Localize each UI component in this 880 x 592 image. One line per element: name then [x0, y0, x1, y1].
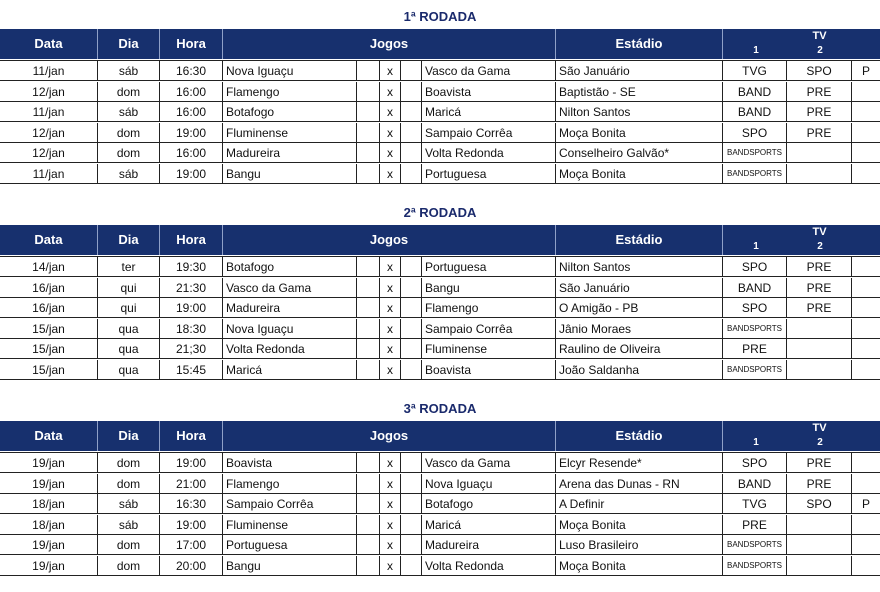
cell-blank1 [357, 102, 380, 122]
cell-away: Volta Redonda [422, 556, 556, 576]
cell-home: Bangu [223, 164, 357, 184]
cell-hora: 16:00 [160, 143, 223, 163]
cell-estadio: Elcyr Resende* [556, 453, 723, 473]
table-header [0, 29, 880, 59]
header-tv-label: TV [812, 422, 827, 434]
cell-tv2: PRE [787, 102, 852, 122]
cell-data: 16/jan [0, 298, 98, 318]
cell-blank2 [401, 453, 422, 473]
cell-estadio: Luso Brasileiro [556, 535, 723, 555]
cell-tv1: TVG [723, 61, 787, 81]
cell-data: 18/jan [0, 494, 98, 514]
cell-tv2: PRE [787, 278, 852, 298]
cell-blank2 [401, 515, 422, 535]
cell-data: 19/jan [0, 474, 98, 494]
cell-tv1: BANDSPORTS [723, 360, 787, 380]
table-row [0, 515, 880, 535]
cell-dia: sáb [98, 102, 160, 122]
cell-blank1 [357, 164, 380, 184]
cell-hora: 19:00 [160, 453, 223, 473]
cell-tv2: PRE [787, 298, 852, 318]
header-jogos: Jogos [223, 225, 556, 255]
cell-blank1 [357, 360, 380, 380]
cell-home: Nova Iguaçu [223, 319, 357, 339]
cell-tv3 [852, 298, 880, 318]
cell-data: 12/jan [0, 123, 98, 143]
cell-home: Fluminense [223, 515, 357, 535]
cell-tv1: BANDSPORTS [723, 143, 787, 163]
cell-dia: qui [98, 298, 160, 318]
cell-blank2 [401, 82, 422, 102]
cell-home: Flamengo [223, 82, 357, 102]
cell-away: Fluminense [422, 339, 556, 359]
cell-tv1: BANDSPORTS [723, 535, 787, 555]
header-jogos: Jogos [223, 29, 556, 59]
header-tv [723, 421, 880, 451]
cell-estadio: Conselheiro Galvão* [556, 143, 723, 163]
cell-data: 11/jan [0, 61, 98, 81]
cell-data: 19/jan [0, 556, 98, 576]
cell-hora: 19:00 [160, 298, 223, 318]
cell-away: Volta Redonda [422, 143, 556, 163]
round-title: 2ª RODADA [403, 205, 477, 220]
cell-x: x [380, 535, 401, 555]
cell-tv3 [852, 82, 880, 102]
cell-dia: dom [98, 143, 160, 163]
cell-estadio: Moça Bonita [556, 164, 723, 184]
cell-tv1: SPO [723, 257, 787, 277]
cell-data: 19/jan [0, 453, 98, 473]
cell-home: Madureira [223, 298, 357, 318]
cell-home: Maricá [223, 360, 357, 380]
cell-dia: qua [98, 339, 160, 359]
header-tv-2: 2 [817, 45, 823, 56]
cell-tv1: BAND [723, 102, 787, 122]
cell-tv3 [852, 319, 880, 339]
cell-tv3 [852, 123, 880, 143]
cell-tv3: P [861, 497, 870, 512]
header-data: Data [0, 225, 98, 255]
cell-home: Bangu [223, 556, 357, 576]
cell-hora: 20:00 [160, 556, 223, 576]
round-title: 1ª RODADA [403, 9, 477, 24]
cell-blank1 [357, 556, 380, 576]
header-tv-1: 1 [753, 437, 759, 448]
table-row [0, 257, 880, 277]
cell-hora: 17:00 [160, 535, 223, 555]
cell-blank2 [401, 535, 422, 555]
cell-dia: qua [98, 360, 160, 380]
cell-tv3 [852, 556, 880, 576]
cell-away: Nova Iguaçu [422, 474, 556, 494]
cell-tv1: BANDSPORTS [723, 556, 787, 576]
cell-data: 14/jan [0, 257, 98, 277]
cell-blank1 [357, 494, 380, 514]
cell-data: 15/jan [0, 319, 98, 339]
cell-tv1: BAND [723, 278, 787, 298]
cell-blank1 [357, 123, 380, 143]
cell-blank1 [357, 453, 380, 473]
cell-away: Boavista [422, 82, 556, 102]
cell-dia: qua [98, 319, 160, 339]
table-row [0, 82, 880, 102]
cell-data: 11/jan [0, 102, 98, 122]
cell-blank2 [401, 360, 422, 380]
cell-hora: 16:00 [160, 102, 223, 122]
cell-blank2 [401, 123, 422, 143]
cell-hora: 19:00 [160, 123, 223, 143]
cell-tv2 [787, 360, 852, 380]
cell-blank2 [401, 339, 422, 359]
cell-home: Botafogo [223, 257, 357, 277]
cell-blank2 [401, 164, 422, 184]
cell-home: Volta Redonda [223, 339, 357, 359]
cell-away: Boavista [422, 360, 556, 380]
header-dia: Dia [98, 29, 160, 59]
cell-hora: 19:00 [160, 164, 223, 184]
cell-blank2 [401, 257, 422, 277]
cell-x: x [380, 298, 401, 318]
cell-away: Vasco da Gama [422, 61, 556, 81]
header-hora: Hora [160, 421, 223, 451]
header-data: Data [0, 29, 98, 59]
cell-estadio: A Definir [556, 494, 723, 514]
cell-hora: 21:00 [160, 474, 223, 494]
cell-tv2: PRE [787, 123, 852, 143]
cell-x: x [380, 515, 401, 535]
cell-blank2 [401, 102, 422, 122]
cell-tv3 [852, 143, 880, 163]
table-row [0, 123, 880, 143]
header-tv-label: TV [812, 226, 827, 238]
cell-tv1: BAND [723, 474, 787, 494]
cell-estadio: Arena das Dunas - RN [556, 474, 723, 494]
cell-away: Vasco da Gama [422, 453, 556, 473]
cell-x: x [380, 494, 401, 514]
cell-tv2: SPO [787, 61, 852, 81]
cell-away: Flamengo [422, 298, 556, 318]
cell-estadio: O Amigão - PB [556, 298, 723, 318]
cell-tv1: BANDSPORTS [723, 164, 787, 184]
cell-tv3: P [861, 64, 870, 78]
table-row [0, 278, 880, 298]
cell-dia: dom [98, 556, 160, 576]
table-row [0, 339, 880, 359]
cell-hora: 16:30 [160, 494, 223, 514]
cell-hora: 19:00 [160, 515, 223, 535]
cell-blank2 [401, 474, 422, 494]
cell-x: x [380, 556, 401, 576]
cell-dia: dom [98, 474, 160, 494]
cell-tv2 [787, 515, 852, 535]
cell-dia: ter [98, 257, 160, 277]
cell-dia: dom [98, 82, 160, 102]
cell-tv2: PRE [787, 257, 852, 277]
cell-data: 15/jan [0, 360, 98, 380]
cell-data: 15/jan [0, 339, 98, 359]
cell-blank1 [357, 515, 380, 535]
cell-tv1: PRE [723, 515, 787, 535]
header-data: Data [0, 421, 98, 451]
cell-estadio: Raulino de Oliveira [556, 339, 723, 359]
cell-tv2 [787, 535, 852, 555]
header-dia: Dia [98, 225, 160, 255]
cell-blank1 [357, 143, 380, 163]
cell-blank1 [357, 298, 380, 318]
cell-tv1: SPO [723, 298, 787, 318]
table-row [0, 61, 880, 81]
table-row [0, 535, 880, 555]
cell-tv3 [852, 535, 880, 555]
cell-tv3 [852, 515, 880, 535]
header-hora: Hora [160, 225, 223, 255]
cell-home: Madureira [223, 143, 357, 163]
cell-tv1: SPO [723, 453, 787, 473]
cell-tv3 [852, 453, 880, 473]
header-estadio: Estádio [556, 29, 723, 59]
header-tv-2: 2 [817, 241, 823, 252]
cell-blank1 [357, 278, 380, 298]
cell-blank1 [357, 319, 380, 339]
cell-home: Fluminense [223, 123, 357, 143]
cell-dia: qui [98, 278, 160, 298]
cell-x: x [380, 339, 401, 359]
cell-tv1: SPO [723, 123, 787, 143]
cell-estadio: Jânio Moraes [556, 319, 723, 339]
cell-x: x [380, 82, 401, 102]
table-header [0, 421, 880, 451]
cell-tv1: BAND [723, 82, 787, 102]
cell-blank2 [401, 494, 422, 514]
cell-hora: 19:30 [160, 257, 223, 277]
header-jogos: Jogos [223, 421, 556, 451]
cell-estadio: Moça Bonita [556, 556, 723, 576]
cell-home: Vasco da Gama [223, 278, 357, 298]
cell-x: x [380, 143, 401, 163]
header-tv-2: 2 [817, 437, 823, 448]
cell-blank2 [401, 143, 422, 163]
cell-away: Botafogo [422, 494, 556, 514]
cell-tv3 [852, 164, 880, 184]
cell-blank1 [357, 257, 380, 277]
cell-blank2 [401, 319, 422, 339]
cell-tv1: BANDSPORTS [723, 319, 787, 339]
cell-tv2 [787, 319, 852, 339]
cell-estadio: Moça Bonita [556, 123, 723, 143]
table-header [0, 225, 880, 255]
cell-data: 12/jan [0, 143, 98, 163]
round-title: 3ª RODADA [403, 401, 477, 416]
cell-hora: 16:00 [160, 82, 223, 102]
cell-home: Flamengo [223, 474, 357, 494]
cell-data: 18/jan [0, 515, 98, 535]
cell-blank1 [357, 474, 380, 494]
cell-tv3 [852, 339, 880, 359]
cell-dia: dom [98, 453, 160, 473]
cell-data: 11/jan [0, 164, 98, 184]
cell-blank2 [401, 61, 422, 81]
cell-dia: dom [98, 535, 160, 555]
cell-home: Nova Iguaçu [223, 61, 357, 81]
cell-tv2: SPO [787, 494, 852, 514]
cell-blank2 [401, 298, 422, 318]
header-hora: Hora [160, 29, 223, 59]
cell-dia: sáb [98, 164, 160, 184]
cell-estadio: Baptistão - SE [556, 82, 723, 102]
cell-tv3 [852, 360, 880, 380]
cell-away: Bangu [422, 278, 556, 298]
table-row [0, 143, 880, 163]
cell-data: 16/jan [0, 278, 98, 298]
header-tv-1: 1 [753, 45, 759, 56]
header-estadio: Estádio [556, 225, 723, 255]
cell-tv2 [787, 339, 852, 359]
cell-tv3 [852, 257, 880, 277]
cell-x: x [380, 360, 401, 380]
cell-tv2: PRE [787, 453, 852, 473]
cell-x: x [380, 319, 401, 339]
cell-home: Boavista [223, 453, 357, 473]
cell-home: Sampaio Corrêa [223, 494, 357, 514]
header-dia: Dia [98, 421, 160, 451]
cell-estadio: Moça Bonita [556, 515, 723, 535]
cell-tv1: PRE [723, 339, 787, 359]
header-tv [723, 29, 880, 59]
cell-tv2 [787, 556, 852, 576]
cell-away: Portuguesa [422, 164, 556, 184]
cell-away: Maricá [422, 515, 556, 535]
cell-x: x [380, 61, 401, 81]
cell-dia: sáb [98, 61, 160, 81]
cell-hora: 21;30 [160, 339, 223, 359]
table-row [0, 298, 880, 318]
cell-tv1: TVG [723, 494, 787, 514]
table-row [0, 453, 880, 473]
cell-hora: 16:30 [160, 61, 223, 81]
cell-tv2 [787, 164, 852, 184]
cell-home: Portuguesa [223, 535, 357, 555]
table-row [0, 360, 880, 380]
cell-dia: sáb [98, 515, 160, 535]
cell-hora: 15:45 [160, 360, 223, 380]
cell-data: 19/jan [0, 535, 98, 555]
cell-estadio: São Januário [556, 61, 723, 81]
cell-tv2: PRE [787, 474, 852, 494]
header-tv-label: TV [812, 30, 827, 42]
cell-blank1 [357, 61, 380, 81]
cell-tv2 [787, 143, 852, 163]
cell-estadio: João Saldanha [556, 360, 723, 380]
cell-x: x [380, 453, 401, 473]
table-row [0, 319, 880, 339]
cell-x: x [380, 102, 401, 122]
cell-hora: 21:30 [160, 278, 223, 298]
cell-tv3 [852, 102, 880, 122]
header-estadio: Estádio [556, 421, 723, 451]
cell-estadio: Nilton Santos [556, 257, 723, 277]
cell-away: Sampaio Corrêa [422, 123, 556, 143]
cell-estadio: São Januário [556, 278, 723, 298]
cell-away: Maricá [422, 102, 556, 122]
cell-x: x [380, 278, 401, 298]
cell-tv2: PRE [787, 82, 852, 102]
cell-hora: 18:30 [160, 319, 223, 339]
cell-away: Sampaio Corrêa [422, 319, 556, 339]
cell-x: x [380, 164, 401, 184]
cell-home: Botafogo [223, 102, 357, 122]
table-row [0, 474, 880, 494]
cell-blank1 [357, 535, 380, 555]
cell-tv3 [852, 278, 880, 298]
cell-tv3 [852, 474, 880, 494]
cell-blank2 [401, 278, 422, 298]
table-row [0, 556, 880, 576]
cell-estadio: Nilton Santos [556, 102, 723, 122]
cell-away: Portuguesa [422, 257, 556, 277]
table-row [0, 164, 880, 184]
cell-blank2 [401, 556, 422, 576]
header-tv-1: 1 [753, 241, 759, 252]
cell-away: Madureira [422, 535, 556, 555]
cell-blank1 [357, 82, 380, 102]
cell-x: x [380, 474, 401, 494]
cell-blank1 [357, 339, 380, 359]
cell-dia: dom [98, 123, 160, 143]
cell-data: 12/jan [0, 82, 98, 102]
cell-dia: sáb [98, 494, 160, 514]
table-row [0, 102, 880, 122]
header-tv [723, 225, 880, 255]
cell-x: x [380, 123, 401, 143]
table-row [0, 494, 880, 514]
cell-x: x [380, 257, 401, 277]
